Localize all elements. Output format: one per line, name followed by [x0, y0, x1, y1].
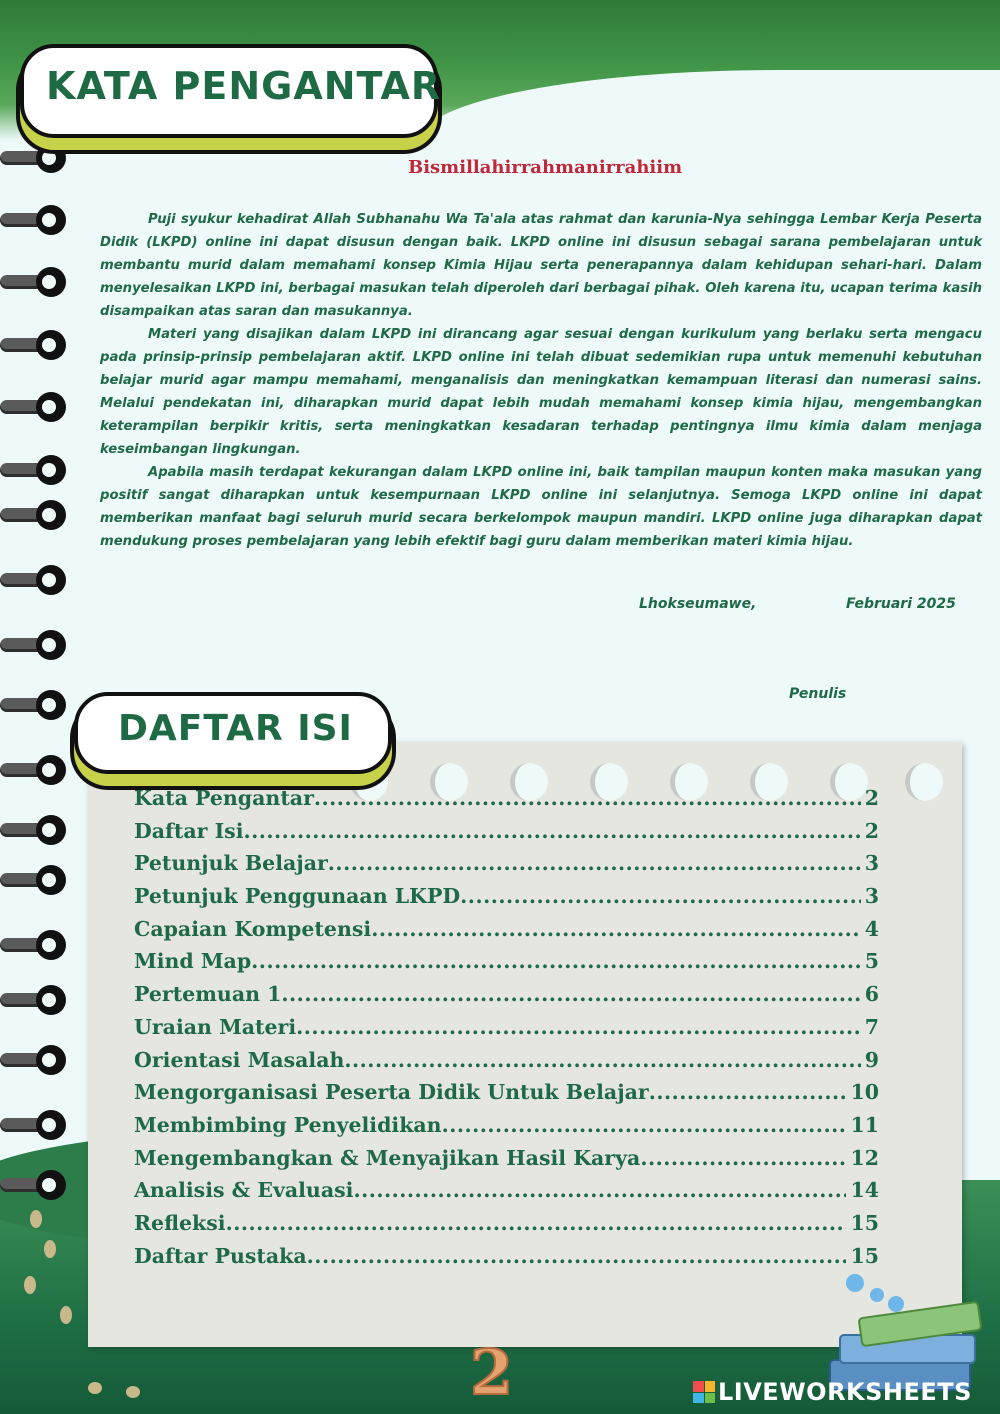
toc-row[interactable] [134, 1080, 879, 1113]
toc-entry-page: 10 [850, 1080, 879, 1105]
toc-row[interactable] [134, 1146, 879, 1179]
ring-hook [36, 565, 66, 595]
toc-row[interactable] [134, 884, 879, 917]
toc-leader-dots [328, 851, 861, 875]
preface-paragraph-1: Puji syukur kehadirat Allah Subhanahu Wa Ta'ala atas rahmat dan karunia-Nya sehingga Lembar Kerja Peserta Didik (LKPD) online ini dapat disusun dengan baik. LKPD online ini disusun sebagai sarana pembelajaran untuk membantu murid dalam memahami konsep Kimia Hijau serta penerapannya dalam kehidupan sehari-hari. Dalam menyelesaikan LKPD ini, berbagai masukan telah diperoleh dari berbagai pihak. Oleh karena itu, ucapan terima kasih disampaikan atas saran dan masukannya. [100, 212, 982, 319]
ring-hook [36, 815, 66, 845]
binding-ring [0, 930, 70, 960]
toc-leader-dots [649, 1080, 847, 1104]
toc-entry-page: 7 [864, 1014, 879, 1039]
toc-entry-title: Daftar Isi [134, 818, 244, 843]
toc-entry-title: Pertemuan 1 [134, 982, 282, 1007]
binding-ring [0, 630, 70, 660]
binding-ring [0, 392, 70, 422]
place-text: Lhokseumawe, [639, 596, 757, 612]
binding-ring [0, 143, 70, 173]
ring-hook [36, 630, 66, 660]
ring-hook [36, 455, 66, 485]
toc-row[interactable] [134, 1244, 879, 1277]
toc-row[interactable] [134, 1113, 879, 1146]
preface-body [100, 208, 982, 553]
toc-entry-page: 14 [850, 1178, 879, 1203]
toc-row[interactable] [134, 1015, 879, 1048]
binding-ring [0, 455, 70, 485]
sprig-decoration [30, 1210, 42, 1228]
toc-entry-title: Membimbing Penyelidikan [134, 1112, 442, 1137]
toc-entry-page: 15 [850, 1210, 879, 1235]
binding-ring [0, 865, 70, 895]
ring-hook [36, 205, 66, 235]
toc-entry-title: Daftar Pustaka [134, 1243, 307, 1268]
watermark-text: LIVEWORKSHEETS [718, 1378, 972, 1406]
binding-ring [0, 267, 70, 297]
toc-leader-dots [281, 982, 860, 1006]
toc-entry-title: Capaian Kompetensi [134, 916, 372, 941]
ring-hook [36, 690, 66, 720]
ring-hook [36, 1045, 66, 1075]
toc-leader-dots [244, 819, 861, 843]
binding-ring [0, 500, 70, 530]
binding-ring [0, 815, 70, 845]
toc-entry-title: Refleksi [134, 1210, 226, 1235]
basmalah-text: Bismillahirrahmanirrahiim [408, 157, 683, 178]
ring-hook [36, 755, 66, 785]
signer-text: Penulis [789, 686, 847, 702]
toc-row[interactable] [134, 917, 879, 950]
toc-entry-title: Kata Pengantar [134, 786, 314, 810]
ring-hook [36, 1110, 66, 1140]
paper-hole [905, 763, 943, 801]
liveworksheets-logo-icon [693, 1381, 715, 1403]
page-number: 2 [470, 1336, 514, 1409]
sprig-decoration [44, 1240, 56, 1258]
toc-entry-title: Petunjuk Belajar [134, 851, 328, 876]
toc-entry-page: 3 [864, 884, 879, 909]
toc-entry-page: 5 [864, 949, 879, 974]
toc-leader-dots [353, 1178, 846, 1202]
toc-row[interactable] [134, 851, 879, 884]
binding-ring [0, 1170, 70, 1200]
ring-hook [36, 330, 66, 360]
binding-ring [0, 1110, 70, 1140]
table-of-contents [134, 786, 879, 1276]
toc-entry-title: Analisis & Evaluasi [134, 1178, 354, 1203]
toc-entry-page: 4 [864, 916, 879, 941]
toc-entry-page: 2 [864, 786, 879, 810]
toc-leader-dots [442, 1113, 847, 1137]
toc-entry-page: 12 [850, 1145, 879, 1170]
toc-leader-dots [307, 1244, 847, 1268]
toc-row[interactable] [134, 819, 879, 852]
toc-row[interactable] [134, 949, 879, 982]
ring-hook [36, 930, 66, 960]
binding-ring [0, 1045, 70, 1075]
page-title: KATA PENGANTAR [46, 64, 442, 108]
toc-entry-title: Mengorganisasi Peserta Didik Untuk Belajar [134, 1080, 649, 1105]
binding-ring [0, 205, 70, 235]
ring-hook [36, 143, 66, 173]
sprig-decoration [24, 1276, 36, 1294]
preface-paragraph-2: Materi yang disajikan dalam LKPD ini dirancang agar sesuai dengan kurikulum yang berlaku serta mengacu pada prinsip-prinsip pembelajaran aktif. LKPD online ini telah dibuat sedemikian rupa untuk memenuhi kebutuhan belajar murid agar mampu memahami, menganalisis dan meningkatkan kemampuan literasi dan numerasi sains. Melalui pendekatan ini, diharapkan murid dapat lebih mudah memahami konsep kimia hijau, mengembangkan keterampilan berpikir kritis, serta meningkatkan kesadaran terhadap pentingnya ilmu kimia dalam menjaga keseimbangan lingkungan. [100, 327, 982, 457]
ring-hook [36, 985, 66, 1015]
binding-ring [0, 690, 70, 720]
toc-entry-page: 3 [864, 851, 879, 876]
toc-entry-page: 15 [850, 1243, 879, 1268]
sprig-decoration [88, 1382, 102, 1394]
flower-decoration [888, 1296, 904, 1312]
ring-hook [36, 500, 66, 530]
flower-decoration [870, 1288, 884, 1302]
toc-entry-title: Orientasi Masalah [134, 1047, 345, 1072]
flower-decoration [846, 1274, 864, 1292]
date-text: Februari 2025 [846, 596, 956, 612]
toc-title: DAFTAR ISI [118, 708, 353, 749]
binding-ring [0, 330, 70, 360]
ring-hook [36, 1170, 66, 1200]
ring-hook [36, 267, 66, 297]
toc-entry-title: Uraian Materi [134, 1014, 297, 1039]
ring-hook [36, 392, 66, 422]
toc-row[interactable] [134, 982, 879, 1015]
preface-paragraph-3: Apabila masih terdapat kekurangan dalam LKPD online ini, baik tampilan maupun konten maka masukan yang positif sangat diharapkan untuk kesempurnaan LKPD online ini selanjutnya. Semoga LKPD online ini dapat memberikan manfaat bagi seluruh murid secara berkelompok maupun mandiri. LKPD online juga diharapkan dapat mendukung proses pembelajaran yang lebih efektif bagi guru dalam memberikan materi kimia hijau. [100, 465, 982, 549]
toc-leader-dots [344, 1048, 860, 1072]
sprig-decoration [126, 1386, 140, 1398]
sprig-decoration [60, 1306, 72, 1324]
toc-leader-dots [251, 949, 861, 973]
toc-entry-title: Petunjuk Penggunaan LKPD [134, 884, 461, 909]
toc-entry-title: Mengembangkan & Menyajikan Hasil Karya [134, 1145, 641, 1170]
binding-ring [0, 565, 70, 595]
toc-row[interactable] [134, 1211, 879, 1244]
toc-leader-dots [460, 884, 861, 908]
toc-leader-dots [640, 1146, 846, 1170]
toc-leader-dots [314, 786, 861, 810]
toc-entry-page: 11 [850, 1112, 879, 1137]
toc-row[interactable] [134, 786, 879, 819]
toc-leader-dots [371, 917, 861, 941]
banner-wave [420, 70, 1000, 140]
binding-ring [0, 985, 70, 1015]
toc-entry-page: 9 [864, 1047, 879, 1072]
toc-row[interactable] [134, 1178, 879, 1211]
toc-entry-title: Mind Map [134, 949, 252, 974]
toc-leader-dots [226, 1211, 847, 1235]
toc-leader-dots [296, 1015, 861, 1039]
ring-hook [36, 865, 66, 895]
toc-entry-page: 2 [864, 818, 879, 843]
toc-entry-page: 6 [864, 982, 879, 1007]
binding-ring [0, 755, 70, 785]
toc-row[interactable] [134, 1048, 879, 1081]
